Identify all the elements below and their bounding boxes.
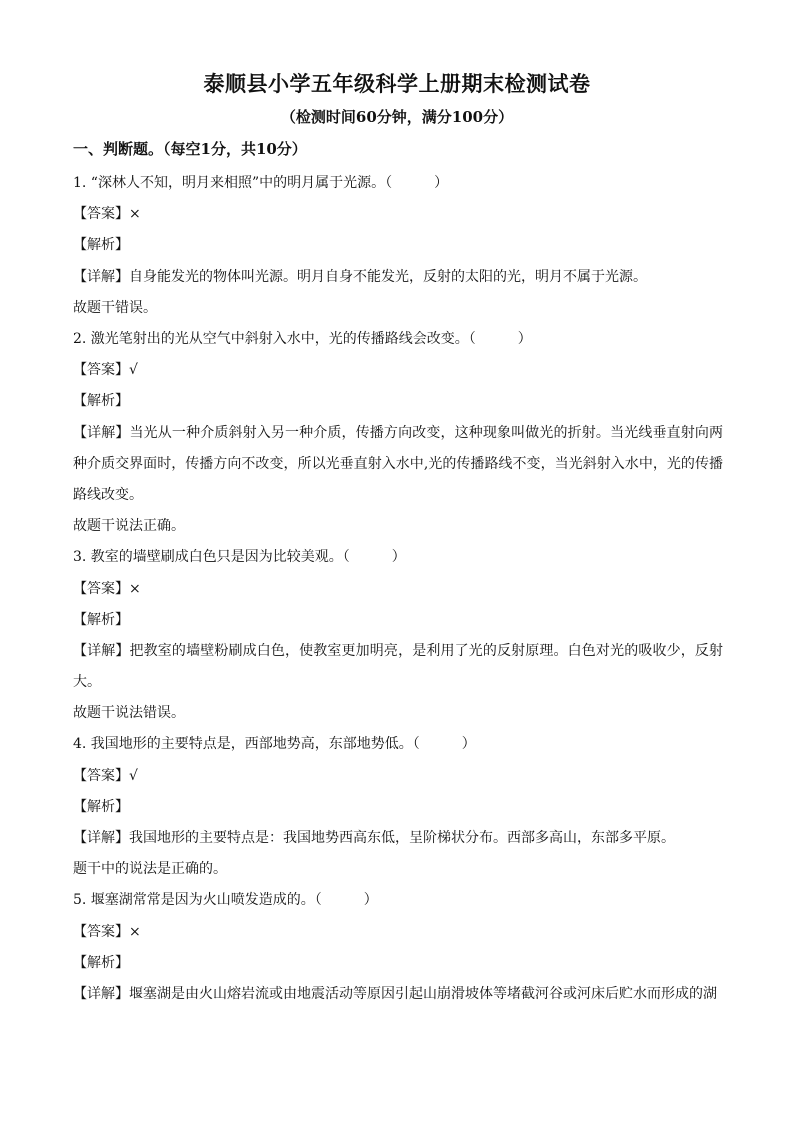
detail-text: 【详解】我国地形的主要特点是：我国地势西高东低，呈阶梯状分布。西部多高山，东部多平原。: [73, 830, 675, 847]
analysis-label: 【解析】: [73, 954, 129, 971]
question-text: 2. 激光笔射出的光从空气中斜射入水中，光的传播路线会改变。（ ）: [73, 330, 532, 347]
section-heading: 一、判断题。（每空1分，共10分）: [73, 140, 307, 158]
page-title: 泰顺县小学五年级科学上册期末检测试卷: [203, 71, 591, 96]
conclusion-text: 题干中的说法是正确的。: [73, 861, 227, 878]
question-text: 3. 教室的墙壁刷成白色只是因为比较美观。（ ）: [73, 549, 406, 566]
detail-text: 【详解】自身能发光的物体叫光源。明月自身不能发光，反射的太阳的光，明月不属于光源。: [73, 268, 647, 285]
detail-text: 【详解】把教室的墙壁粉刷成白色，使教室更加明亮，是利用了光的反射原理。白色对光的吸收少，反射大。: [73, 642, 723, 691]
analysis-label: 【解析】: [73, 237, 129, 254]
analysis-label: 【解析】: [73, 798, 129, 815]
detail-text: 【详解】堰塞湖是由火山熔岩流或由地震活动等原因引起山崩滑坡体等堵截河谷或河床后贮水而形成的湖: [73, 985, 717, 1002]
conclusion-text: 故题干错误。: [73, 299, 157, 316]
answer-line: 【答案】×: [73, 206, 141, 223]
analysis-label: 【解析】: [73, 611, 129, 628]
question-text: 5. 堰塞湖常常是因为火山喷发造成的。（ ）: [73, 892, 378, 909]
question-text: 1. “深林人不知，明月来相照”中的明月属于光源。（ ）: [73, 175, 449, 191]
page-subtitle: （检测时间60分钟，满分100分）: [280, 108, 514, 126]
question-list: [73, 168, 723, 1010]
conclusion-text: 故题干说法错误。: [73, 705, 185, 722]
analysis-label: 【解析】: [73, 393, 129, 410]
answer-line: 【答案】√: [73, 767, 138, 784]
detail-text: 【详解】当光从一种介质斜射入另一种介质，传播方向改变，这种现象叫做光的折射。当光线垂直射向两种介质交界面时，传播方向不改变，所以光垂直射入水中,光的传播路线不变，当光斜射入水中，光的传播路线改变。: [73, 424, 723, 503]
question-text: 4. 我国地形的主要特点是，西部地势高，东部地势低。（ ）: [73, 736, 476, 753]
answer-line: 【答案】×: [73, 923, 141, 940]
answer-line: 【答案】×: [73, 580, 141, 597]
conclusion-text: 故题干说法正确。: [73, 518, 185, 535]
answer-line: 【答案】√: [73, 362, 138, 379]
